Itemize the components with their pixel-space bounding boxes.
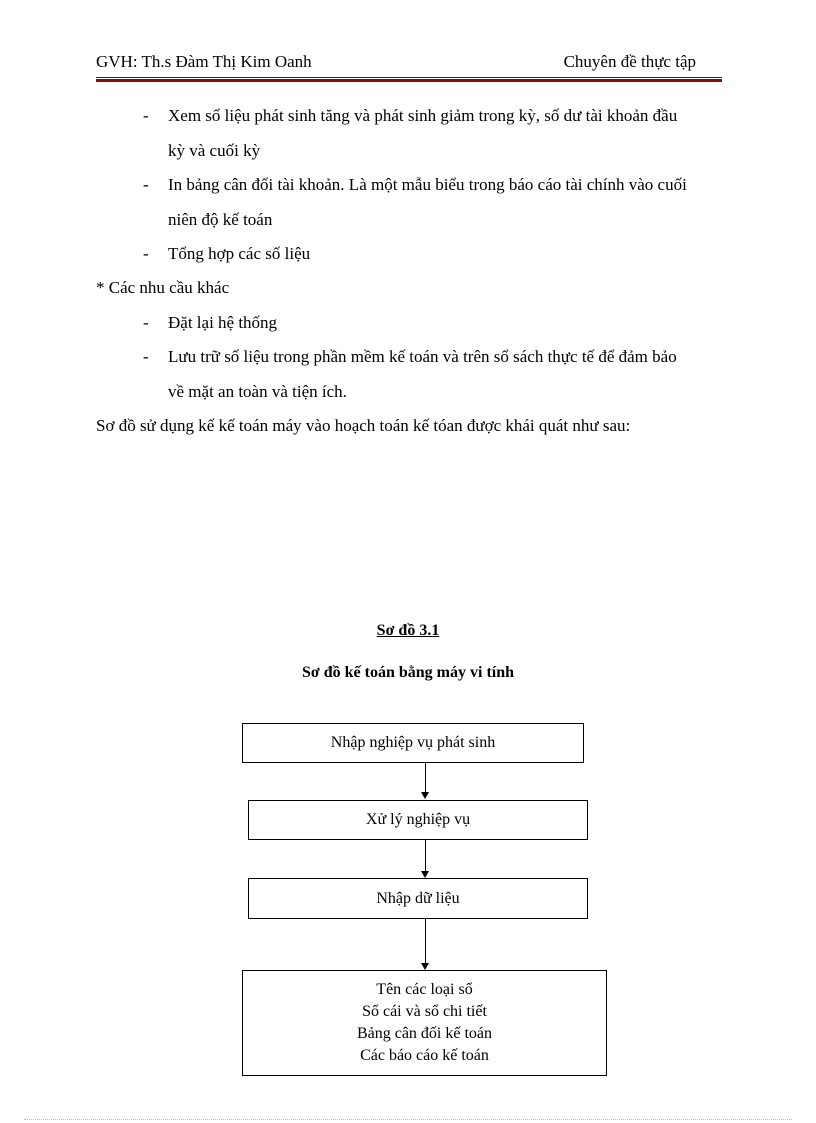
page-header xyxy=(96,52,722,78)
flow-box-input-transactions: Nhập nghiệp vụ phát sinh xyxy=(242,723,584,763)
header-rule-thick xyxy=(96,79,722,82)
other-bullet-2-line-2: về mặt an toàn và tiện ích. xyxy=(168,382,347,401)
flow-box-process-transactions: Xử lý nghiệp vụ xyxy=(248,800,588,840)
bullet-2-line-2: niên độ kế toán xyxy=(168,210,273,229)
header-document-title: Chuyên đề thực tập xyxy=(563,52,696,71)
flow-arrow-3 xyxy=(425,919,426,963)
header-instructor: GVH: Th.s Đàm Thị Kim Oanh xyxy=(96,52,312,71)
header-rule-thin xyxy=(96,77,722,78)
ledger-line-4: Các báo cáo kế toán xyxy=(360,1047,489,1064)
bullet-3-line-1: Tổng hợp các số liệu xyxy=(168,244,311,263)
diagram-title: Sơ đồ kế toán bằng máy vi tính xyxy=(301,664,515,681)
bullet-dash: - xyxy=(143,175,149,194)
intro-sentence: Sơ đồ sử dụng kế kế toán máy vào hoạch toán kế tóan được khái quát như sau: xyxy=(96,416,631,435)
ledger-line-3: Bảng cân đối kế toán xyxy=(356,1025,493,1042)
bullet-1-line-1: Xem số liệu phát sinh tăng và phát sinh giảm trong kỳ, số dư tài khoản đầu xyxy=(168,106,678,125)
flow-arrow-1 xyxy=(425,763,426,793)
diagram-label xyxy=(0,622,816,640)
diagram-label-text: Sơ đồ 3.1 xyxy=(376,622,440,639)
bullet-dash: - xyxy=(143,313,149,332)
footer-divider xyxy=(24,1119,792,1121)
bullet-1-line-2: kỳ và cuối kỳ xyxy=(168,141,261,160)
flow-arrowhead-2 xyxy=(421,871,429,878)
flow-arrow-2 xyxy=(425,840,426,871)
flow-arrowhead-3 xyxy=(421,963,429,970)
flow-box-input-data: Nhập dữ liệu xyxy=(248,878,588,919)
other-bullet-2-line-1: Lưu trữ số liệu trong phần mềm kế toán và trên sổ sách thực tế để đảm bảo xyxy=(168,347,677,366)
flow-arrowhead-1 xyxy=(421,792,429,799)
other-needs-heading: * Các nhu cầu khác xyxy=(96,278,230,297)
flow-box-ledgers-and-reports xyxy=(242,970,607,1076)
bullet-dash: - xyxy=(143,106,149,125)
other-bullet-1-line-1: Đặt lại hệ thống xyxy=(168,313,278,332)
ledger-line-1: Tên các loại sổ xyxy=(376,981,473,998)
ledger-line-2: Sổ cái và sổ chi tiết xyxy=(362,1003,487,1020)
bullet-dash: - xyxy=(143,244,149,263)
bullet-2-line-1: In bảng cân đối tài khoản. Là một mẫu biểu trong báo cáo tài chính vào cuối xyxy=(168,175,687,194)
bullet-dash: - xyxy=(143,347,149,366)
